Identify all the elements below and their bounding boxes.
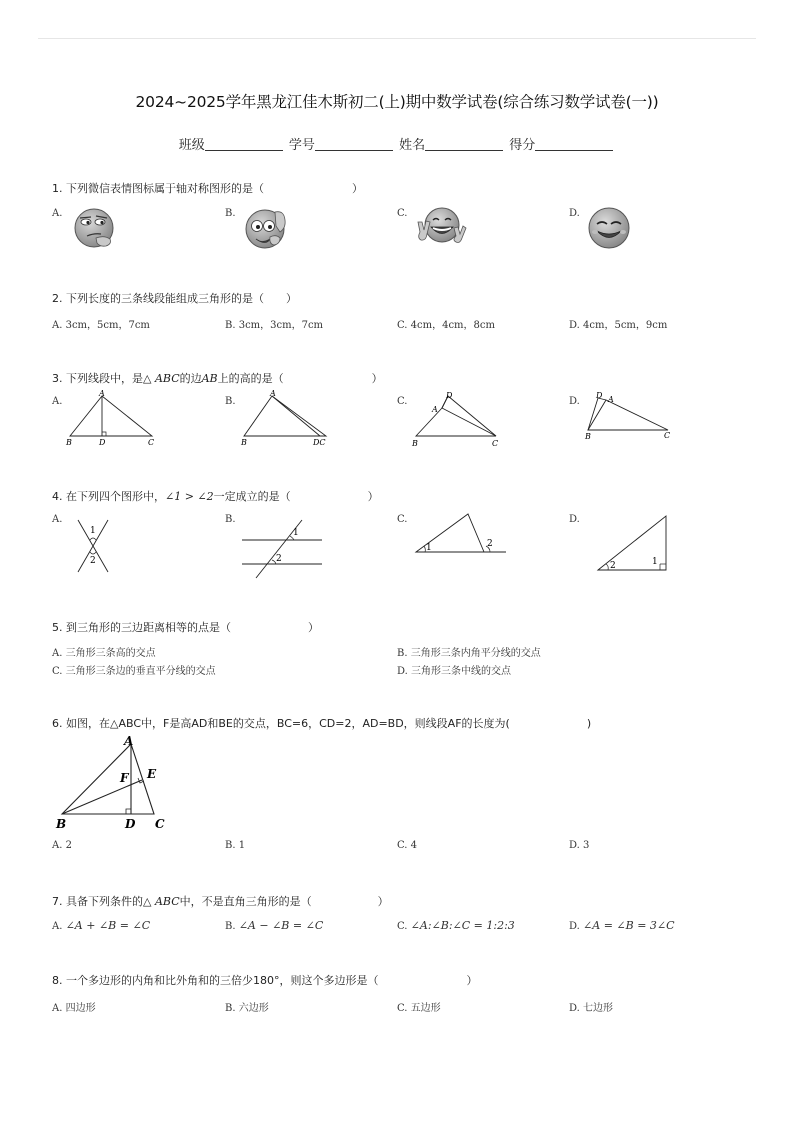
page-top-rule [38, 38, 756, 39]
question-text: 下列长度的三条线段能组成三角形的是（ ） [66, 292, 297, 305]
q7-option-a[interactable]: A. ∠A + ∠B = ∠C [52, 919, 151, 932]
question-number: 2. [52, 292, 63, 305]
q3-figure-b [238, 388, 338, 448]
svg-text:A: A [608, 395, 614, 404]
question-text: 一个多边形的内角和比外角和的三倍少180°，则这个多边形是（ ） [66, 974, 478, 987]
question-7 [52, 893, 389, 909]
q4-figure-a [70, 516, 120, 576]
question-math-side: AB [201, 372, 218, 385]
q3-option-b[interactable]: B. [225, 396, 236, 407]
q8-option-b[interactable]: B. 六边形 [225, 1003, 269, 1014]
question-5 [52, 619, 319, 635]
q6-option-a[interactable]: A. 2 [52, 840, 72, 851]
q1-option-c[interactable]: C. [397, 208, 408, 219]
score-blank[interactable] [535, 136, 613, 151]
svg-text:B: B [56, 817, 67, 831]
q4-option-d[interactable]: D. [569, 514, 580, 525]
svg-text:D: D [446, 391, 453, 400]
question-8 [52, 972, 478, 988]
q2-option-b[interactable]: B. 3cm，3cm，7cm [225, 320, 324, 331]
q7-option-d[interactable]: D. ∠A = ∠B = 3∠C [569, 919, 675, 932]
svg-text:D: D [125, 817, 136, 831]
question-text-pre: 下列线段中，是 [66, 372, 143, 385]
q8-option-c[interactable]: C. 五边形 [397, 1003, 441, 1014]
q6-option-d[interactable]: D. 3 [569, 840, 590, 851]
grin-peace-emoji-icon [414, 206, 468, 250]
question-text: 到三角形的三边距离相等的点是（ ） [66, 621, 319, 634]
q1-option-b[interactable]: B. [225, 208, 236, 219]
svg-text:C: C [155, 817, 165, 831]
name-label: 姓名 [399, 138, 426, 153]
student-info-line [0, 134, 794, 153]
svg-text:2: 2 [610, 561, 616, 571]
svg-text:A: A [270, 389, 276, 398]
svg-text:2: 2 [90, 556, 96, 566]
svg-text:1: 1 [652, 557, 658, 567]
question-text-post: 上的高的是（ ） [217, 372, 383, 385]
page-title: 2024~2025学年黑龙江佳木斯初二(上)期中数学试卷(综合练习数学试卷(一)) [135, 93, 659, 111]
q7-option-c[interactable]: C. ∠A:∠B:∠C = 1:2:3 [397, 919, 515, 932]
svg-text:C: C [664, 431, 671, 440]
q2-option-c[interactable]: C. 4cm，4cm，8cm [397, 320, 495, 331]
question-number: 8. [52, 974, 63, 987]
q6-option-b[interactable]: B. 1 [225, 840, 246, 851]
svg-text:A: A [124, 734, 134, 748]
svg-text:F: F [120, 771, 129, 785]
question-math-triangle: △ ABC [143, 895, 180, 908]
label-c: C [148, 438, 155, 447]
peek-emoji-icon [242, 206, 292, 250]
svg-text:1: 1 [293, 528, 299, 538]
q3-option-a[interactable]: A. [52, 396, 63, 407]
svg-text:2: 2 [276, 554, 282, 564]
question-text-mid: 的边 [179, 372, 202, 385]
q5-option-b[interactable]: B. 三角形三条内角平分线的交点 [397, 648, 541, 659]
smirk-emoji-icon [70, 206, 120, 250]
svg-text:D: D [596, 391, 603, 400]
q3-option-d[interactable]: D. [569, 396, 580, 407]
svg-text:A: A [432, 405, 438, 414]
svg-text:B: B [585, 432, 591, 441]
label-d: D [99, 438, 106, 447]
question-math-triangle: △ ABC [143, 372, 180, 385]
q4-option-a[interactable]: A. [52, 514, 63, 525]
q4-figure-b [238, 516, 328, 580]
question-number: 4. [52, 490, 63, 503]
smile-emoji-icon [587, 206, 633, 250]
question-number: 3. [52, 372, 63, 385]
q5-option-d[interactable]: D. 三角形三条中线的交点 [397, 666, 512, 677]
svg-text:2: 2 [487, 539, 493, 549]
class-blank[interactable] [205, 136, 283, 151]
id-label: 学号 [288, 138, 315, 153]
q2-option-a[interactable]: A. 3cm，5cm，7cm [52, 320, 150, 331]
q4-option-b[interactable]: B. [225, 514, 236, 525]
q5-option-a[interactable]: A. 三角形三条高的交点 [52, 648, 156, 659]
question-3 [52, 370, 383, 386]
question-text-post: 中，不是直角三角形的是（ ） [179, 895, 389, 908]
q3-figure-c [410, 388, 510, 448]
question-number: 5. [52, 621, 63, 634]
question-number: 1. [52, 182, 63, 195]
question-text-pre: 在下列四个图形中， [66, 490, 165, 503]
question-math-angle: ∠1 > ∠2 [165, 490, 214, 503]
name-blank[interactable] [425, 136, 503, 151]
q6-option-c[interactable]: C. 4 [397, 840, 418, 851]
svg-text:C: C [492, 439, 499, 448]
question-1 [52, 180, 363, 196]
question-4 [52, 488, 379, 504]
class-label: 班级 [178, 138, 205, 153]
q8-option-d[interactable]: D. 七边形 [569, 1003, 614, 1014]
svg-text:1: 1 [426, 543, 432, 553]
q8-option-a[interactable]: A. 四边形 [52, 1003, 96, 1014]
q7-option-b[interactable]: B. ∠A − ∠B = ∠C [225, 919, 324, 932]
q1-option-a[interactable]: A. [52, 208, 63, 219]
svg-text:1: 1 [90, 526, 96, 536]
q4-figure-d [594, 512, 674, 574]
label-a: A [99, 389, 105, 398]
q4-figure-c [410, 508, 510, 558]
q3-figure-d [582, 386, 682, 446]
score-label: 得分 [509, 138, 536, 153]
question-6 [52, 715, 591, 731]
q2-option-d[interactable]: D. 4cm，5cm，9cm [569, 320, 668, 331]
label-b: B [66, 438, 72, 447]
q5-option-c[interactable]: C. 三角形三条边的垂直平分线的交点 [52, 666, 216, 677]
q1-option-d[interactable]: D. [569, 208, 580, 219]
q4-option-c[interactable]: C. [397, 514, 408, 525]
question-text-pre: 具备下列条件的 [66, 895, 143, 908]
question-text-post: 一定成立的是（ ） [213, 490, 379, 503]
question-text: 如图，在△ABC中，F是高AD和BE的交点，BC=6，CD=2，AD=BD，则线段AF的长度为( ) [66, 717, 592, 730]
svg-text:B: B [241, 438, 247, 447]
question-2 [52, 290, 297, 306]
svg-text:DC: DC [313, 438, 326, 447]
svg-text:E: E [147, 767, 157, 781]
question-text: 下列微信表情图标属于轴对称图形的是（ ） [66, 182, 363, 195]
q3-option-c[interactable]: C. [397, 396, 408, 407]
question-number: 7. [52, 895, 63, 908]
svg-text:B: B [412, 439, 418, 448]
question-number: 6. [52, 717, 63, 730]
id-blank[interactable] [315, 136, 393, 151]
q3-figure-a [64, 388, 164, 448]
q6-figure [54, 734, 174, 830]
